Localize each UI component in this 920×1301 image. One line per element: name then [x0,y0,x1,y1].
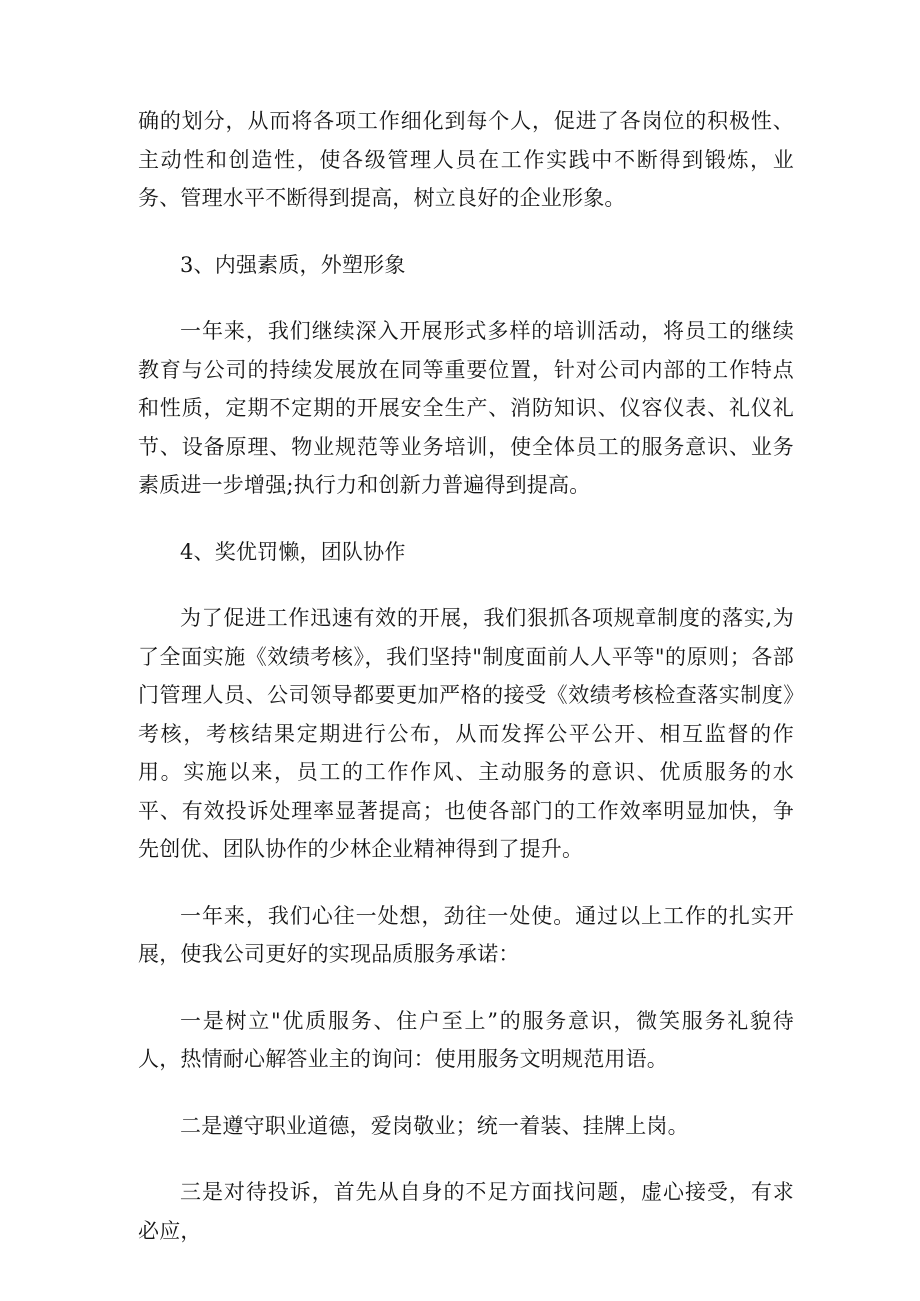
paragraph-training: 一年来，我们继续深入开展形式多样的培训活动，将员工的继续教育与公司的持续发展放在同等重要位置，针对公司内部的工作特点和性质，定期不定期的开展安全生产、消防知识、仪容仪表、礼仪礼节、设备原理、物业规范等业务培训，使全体员工的服务意识、业务素质进一步增强;执行力和创新力普遍得到提高。 [138,319,794,497]
paragraph-promise-2: 二是遵守职业道德，爱岗敬业；统一着装、挂牌上岗。 [180,1113,689,1138]
document-body [138,102,794,1278]
paragraph-continued: 确的划分，从而将各项工作细化到每个人，促进了各岗位的积极性、主动性和创造性，使各级管理人员在工作实践中不断得到锻炼，业务、管理水平不断得到提高，树立良好的企业形象。 [138,109,794,210]
paragraph-promise-1: 一是树立"优质服务、住户至上”的服务意识，微笑服务礼貌待人，热情耐心解答业主的询问：使用服务文明规范用语。 [138,1008,794,1071]
paragraph-summary: 一年来，我们心往一处想，劲往一处使。通过以上工作的扎实开展，使我公司更好的实现品质服务承诺： [138,903,794,966]
section-heading-3: 3、内强素质，外塑形象 [180,252,406,277]
paragraph-performance: 为了促进工作迅速有效的开展，我们狠抓各项规章制度的落实,为了全面实施《效绩考核》，我们坚持"制度面前人人平等"的原则；各部门管理人员、公司领导都要更加严格的接受《效绩考核检查落实制度》考核，考核结果定期进行公布，从而发挥公平公开、相互监督的作用。实施以来，员工的工作作风、主动服务的意识、优质服务的水平、有效投诉处理率显著提高；也使各部门的工作效率明显加快，争先创优、团队协作的少林企业精神得到了提升。 [138,606,794,861]
paragraph-promise-3: 三是对待投诉，首先从自身的不足方面找问题，虚心接受，有求必应， [138,1180,794,1243]
section-heading-4: 4、奖优罚懒，团队协作 [180,539,406,564]
